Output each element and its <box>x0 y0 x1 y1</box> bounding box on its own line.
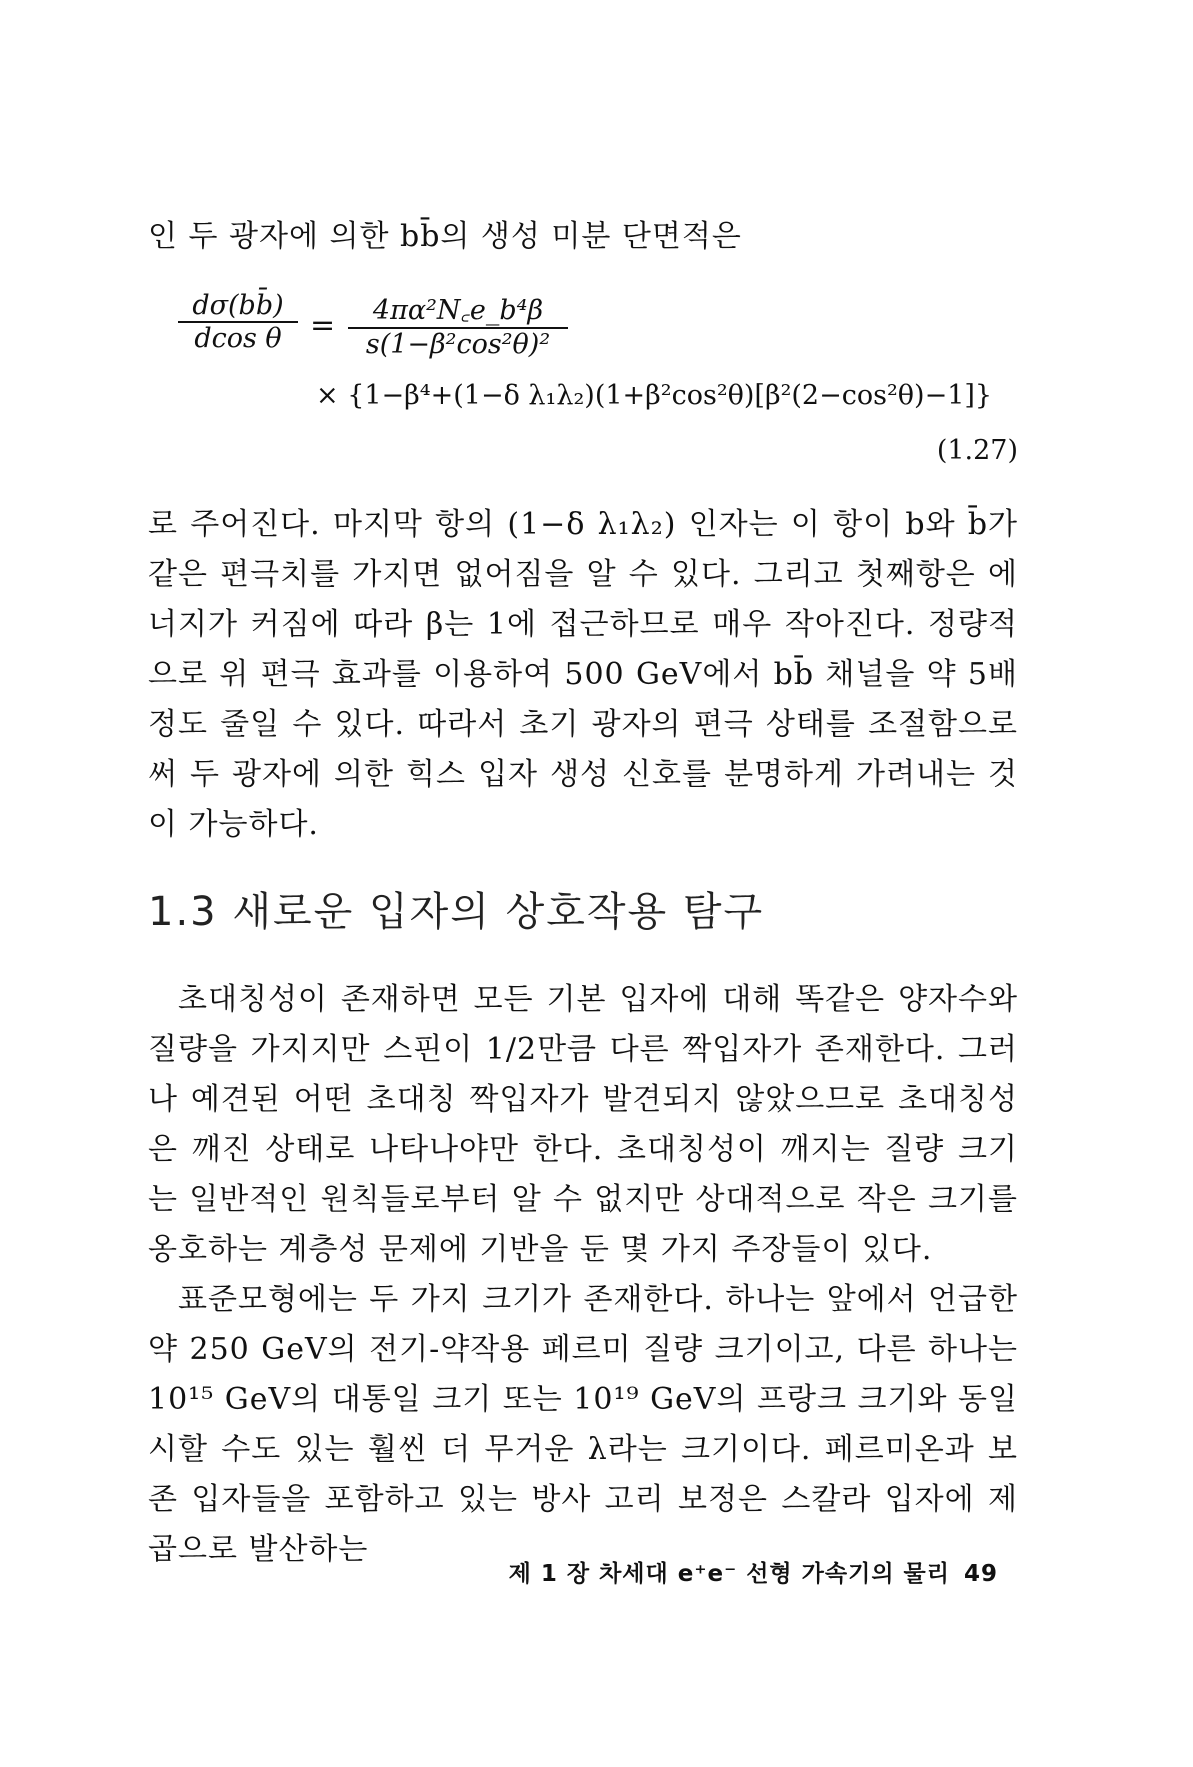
equation-lhs <box>178 290 298 354</box>
paragraph-after-equation: 로 주어진다. 마지막 항의 (1−δ λ₁λ₂) 인자는 이 항이 b와 b̄가 같은 편극치를 가지면 없어짐을 알 수 있다. 그리고 첫째항은 에너지가 커짐에 따라 β는 1에 접근하므로 매우 작아진다. 정량적으로 위 편극 효과를 이용하여 500 GeV에서 bb̄ 채널을 약 5배 정도 줄일 수 있다. 따라서 초기 광자의 편극 상태를 조절함으로써 두 광자에 의한 힉스 입자 생성 신호를 분명하게 가려내는 것이 가능하다. <box>148 507 1018 842</box>
page-number: 49 <box>963 1561 998 1587</box>
lhs-numerator: dσ(bb̄) <box>178 290 298 323</box>
equation-number: (1.27) <box>936 435 1018 466</box>
equation-rhs <box>348 290 568 360</box>
equals-sign: = <box>310 308 336 343</box>
page-footer <box>509 1555 998 1588</box>
lhs-denominator: dcos θ <box>194 323 282 354</box>
paragraph-supersymmetry: 초대칭성이 존재하면 모든 기본 입자에 대해 똑같은 양자수와 질량을 가지지만 스핀이 1/2만큼 다른 짝입자가 존재한다. 그러나 예견된 어떤 초대칭 짝입자가 발견되지 않았으므로 초대칭성은 깨진 상태로 나타나야만 한다. 초대칭성이 깨지는 질량 크기는 일반적인 원칙들로부터 알 수 없지만 상대적으로 작은 크기를 옹호하는 계층성 문제에 기반을 둔 몇 가지 주장들이 있다. <box>148 982 1018 1267</box>
equation-1-27 <box>148 290 1018 470</box>
footer-chapter-title: 제 1 장 차세대 e⁺e⁻ 선형 가속기의 물리 <box>508 1561 950 1587</box>
rhs-numerator: 4πα²N꜀e_b⁴β <box>348 290 568 329</box>
rhs-denominator: s(1−β²cos²θ)² <box>365 329 551 360</box>
intro-line: 인 두 광자에 의한 bb̄의 생성 미분 단면적은 <box>148 219 742 254</box>
section-heading: 1.3 새로운 입자의 상호작용 탐구 <box>148 889 765 935</box>
equation-second-line: × {1−β⁴+(1−δ λ₁λ₂)(1+β²cos²θ)[β²(2−cos²θ)−1]} <box>316 380 993 411</box>
paragraph-standard-model: 표준모형에는 두 가지 크기가 존재한다. 하나는 앞에서 언급한 약 250 GeV의 전기-약작용 페르미 질량 크기이고, 다른 하나는 10¹⁵ GeV의 대통일 크기 또는 10¹⁹ GeV의 프랑크 크기와 동일시할 수도 있는 훨씬 더 무거운 λ라는 크기이다. 페르미온과 보존 입자들을 포함하고 있는 방사 고리 보정은 스칼라 입자에 제곱으로 발산하는 <box>148 1282 1018 1567</box>
